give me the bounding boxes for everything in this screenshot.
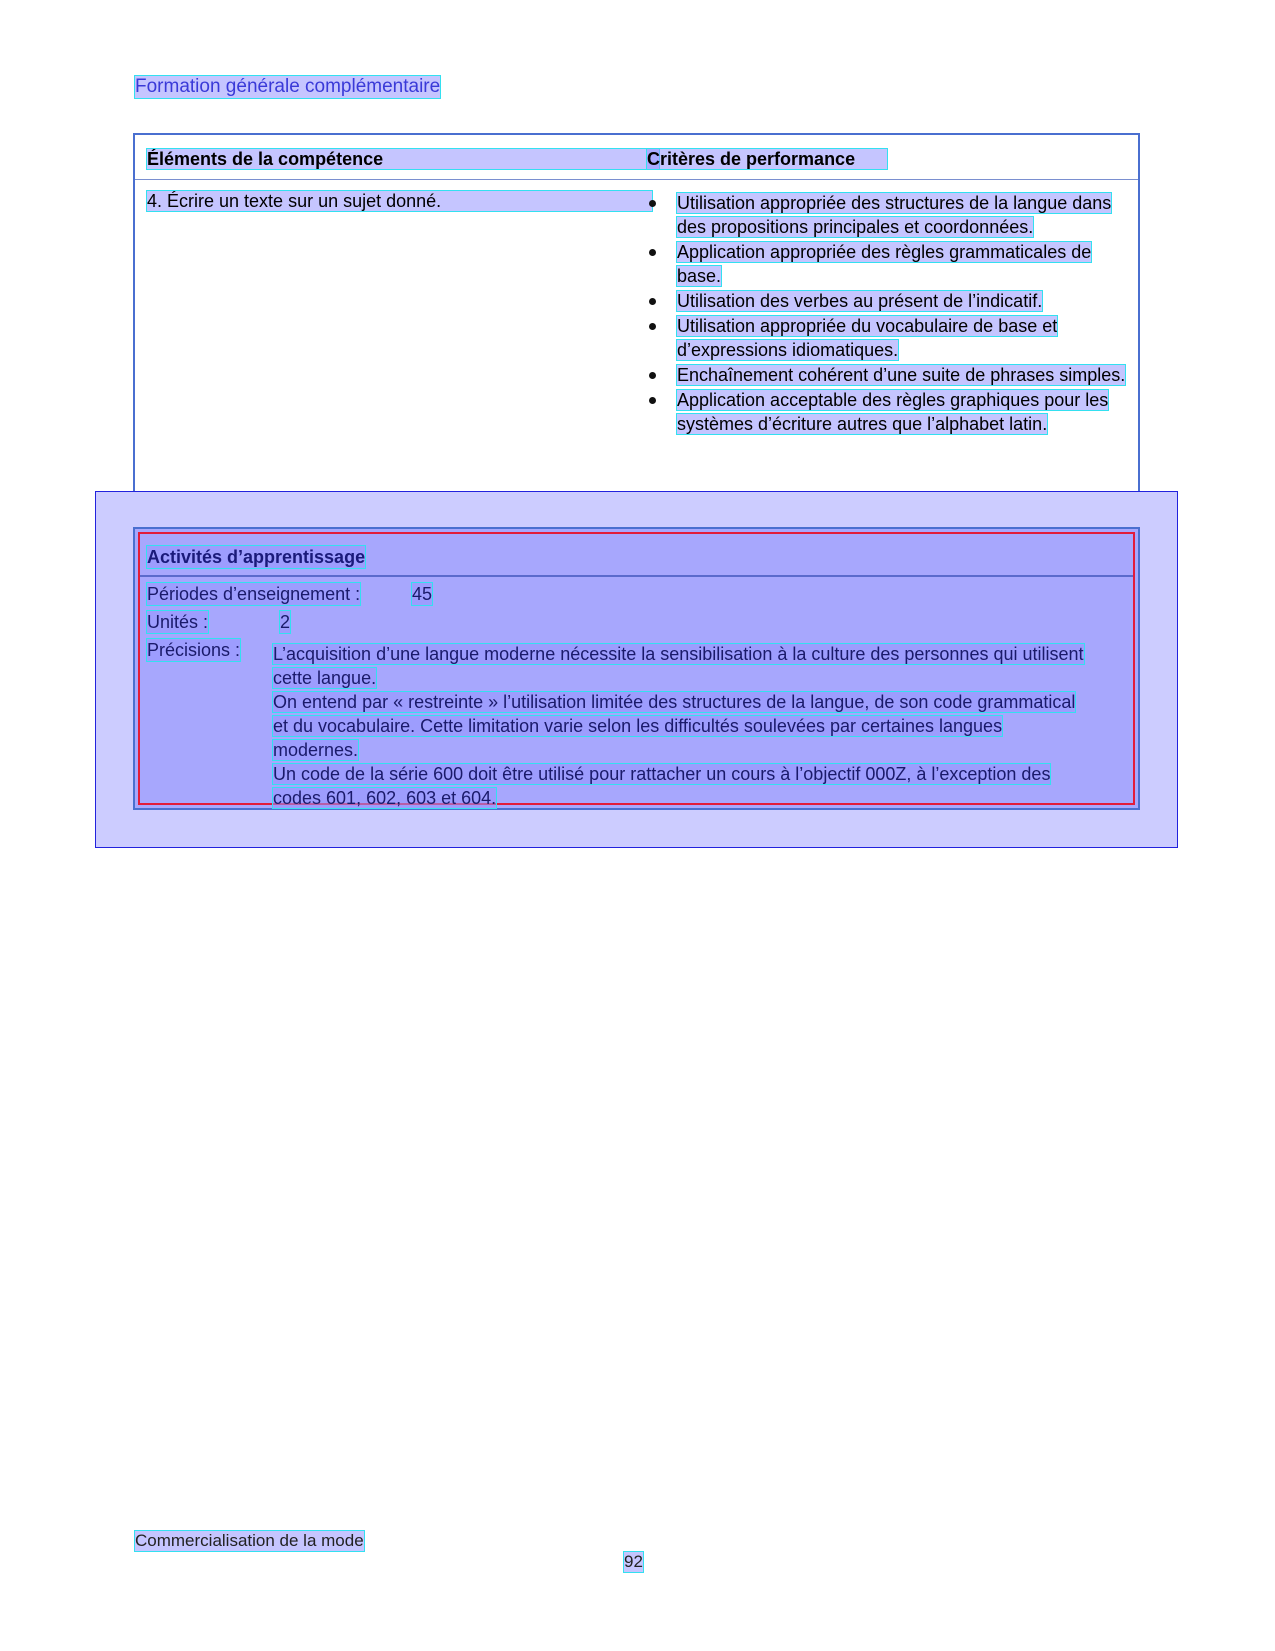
units-label: Unités : xyxy=(147,612,209,632)
column-header-criteria: Critères de performance xyxy=(647,149,887,169)
criteria-item xyxy=(645,240,1131,288)
periods-label: Périodes d’enseignement : xyxy=(147,584,361,604)
units-value: 2 xyxy=(280,612,291,632)
criteria-text: Utilisation des verbes au présent de l’indicatif. xyxy=(677,291,1043,311)
precisions-label: Précisions : xyxy=(147,640,241,660)
criteria-text: Application acceptable des règles graphiques pour les systèmes d’écriture autres que l’alphabet latin. xyxy=(677,390,1109,434)
criteria-item xyxy=(645,289,1131,313)
page-number: 92 xyxy=(624,1552,643,1571)
bullet-icon xyxy=(649,200,656,207)
bullet-icon xyxy=(649,372,656,379)
performance-criteria-list xyxy=(645,191,1131,437)
criteria-text: Application appropriée des règles grammaticales de base. xyxy=(677,242,1092,286)
activities-title: Activités d’apprentissage xyxy=(147,547,366,567)
competence-element: 4. Écrire un texte sur un sujet donné. xyxy=(147,191,652,211)
periods-value: 45 xyxy=(412,584,433,604)
criteria-text: Utilisation appropriée du vocabulaire de base et d’expressions idiomatiques. xyxy=(677,316,1058,360)
learning-activities-frame xyxy=(138,532,1135,808)
column-header-elements: Éléments de la compétence xyxy=(147,149,659,169)
criteria-item xyxy=(645,191,1131,239)
precisions-paragraph: L’acquisition d’une langue moderne nécessite la sensibilisation à la culture des personnes qui utilisent cette langue. xyxy=(273,644,1084,688)
activities-divider xyxy=(140,575,1133,577)
criteria-item xyxy=(645,314,1131,362)
learning-activities-box xyxy=(133,527,1140,810)
criteria-item xyxy=(645,363,1131,387)
table-header-row xyxy=(135,135,1138,180)
competence-criteria-table xyxy=(133,133,1140,512)
footer-program-name: Commercialisation de la mode xyxy=(135,1531,364,1550)
criteria-text: Enchaînement cohérent d’une suite de phrases simples. xyxy=(677,365,1126,385)
bullet-icon xyxy=(649,323,656,330)
bullet-icon xyxy=(649,249,656,256)
page-header-title: Formation générale complémentaire xyxy=(135,76,441,97)
criteria-text: Utilisation appropriée des structures de la langue dans des propositions principales et coordonnées. xyxy=(677,193,1112,237)
precisions-text xyxy=(273,642,1088,810)
criteria-item xyxy=(645,388,1131,436)
precisions-paragraph: On entend par « restreinte » l’utilisation limitée des structures de la langue, de son code grammatical et du vocabulaire. Cette limitation varie selon les difficultés soulevées par certaines langues modernes. xyxy=(273,692,1076,760)
bullet-icon xyxy=(649,397,656,404)
precisions-paragraph: Un code de la série 600 doit être utilisé pour rattacher un cours à l’objectif 000Z, à l’exception des codes 601, 602, 603 et 604. xyxy=(273,764,1051,808)
bullet-icon xyxy=(649,298,656,305)
